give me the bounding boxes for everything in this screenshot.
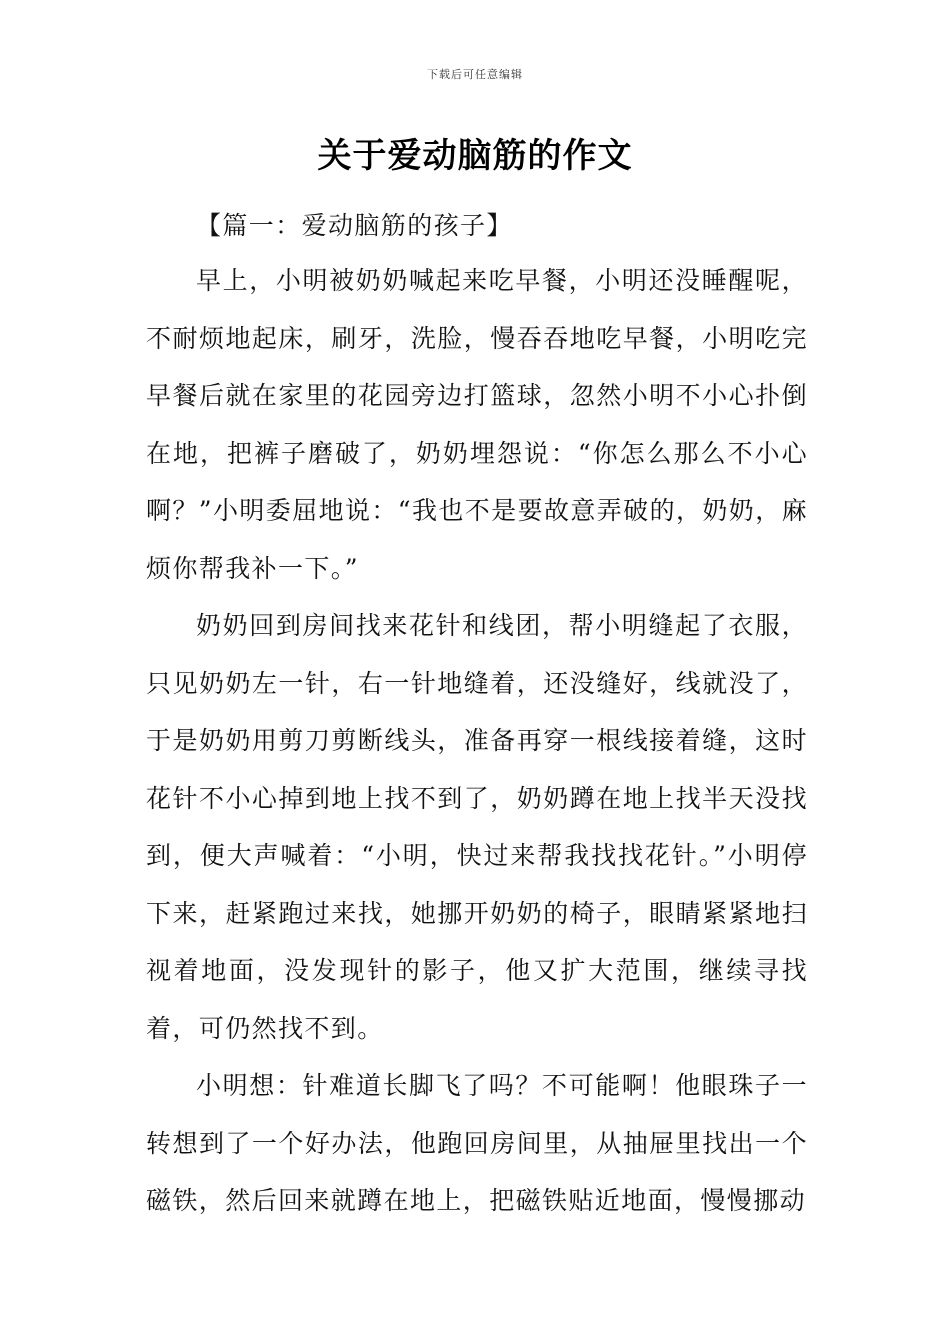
section-heading: 【篇一：爱动脑筋的孩子】 <box>196 211 513 240</box>
header-note: 下载后可任意编辑 <box>427 68 523 81</box>
paragraph-3: 小明想：针难道长脚飞了吗？不可能啊！他眼珠子一转想到了一个好办法，他跑回房间里，从抽屉里找出一个磁铁，然后回来就蹲在地上，把磁铁贴近地面，慢慢挪动 <box>146 1071 808 1215</box>
essay-body <box>146 200 808 1230</box>
page-title: 关于爱动脑筋的作文 <box>317 136 633 176</box>
paragraph-2: 奶奶回到房间找来花针和线团，帮小明缝起了衣服，只见奶奶左一针，右一针地缝着，还没缝好，线就没了，于是奶奶用剪刀剪断线头，准备再穿一根线接着缝，这时花针不小心掉到地上找不到了，奶奶蹲在地上找半天没找到，便大声喊着：“小明，快过来帮我找找花针。”小明停下来，赶紧跑过来找，她挪开奶奶的椅子，眼睛紧紧地扫视着地面，没发现针的影子，他又扩大范围，继续寻找着，可仍然找不到。 <box>146 611 808 1043</box>
paragraph-1: 早上，小明被奶奶喊起来吃早餐，小明还没睡醒呢，不耐烦地起床，刷牙，洗脸，慢吞吞地吃早餐，小明吃完早餐后就在家里的花园旁边打篮球，忽然小明不小心扑倒在地，把裤子磨破了，奶奶埋怨说：“你怎么那么不小心啊？”小明委屈地说：“我也不是要故意弄破的，奶奶，麻烦你帮我补一下。” <box>146 266 808 583</box>
